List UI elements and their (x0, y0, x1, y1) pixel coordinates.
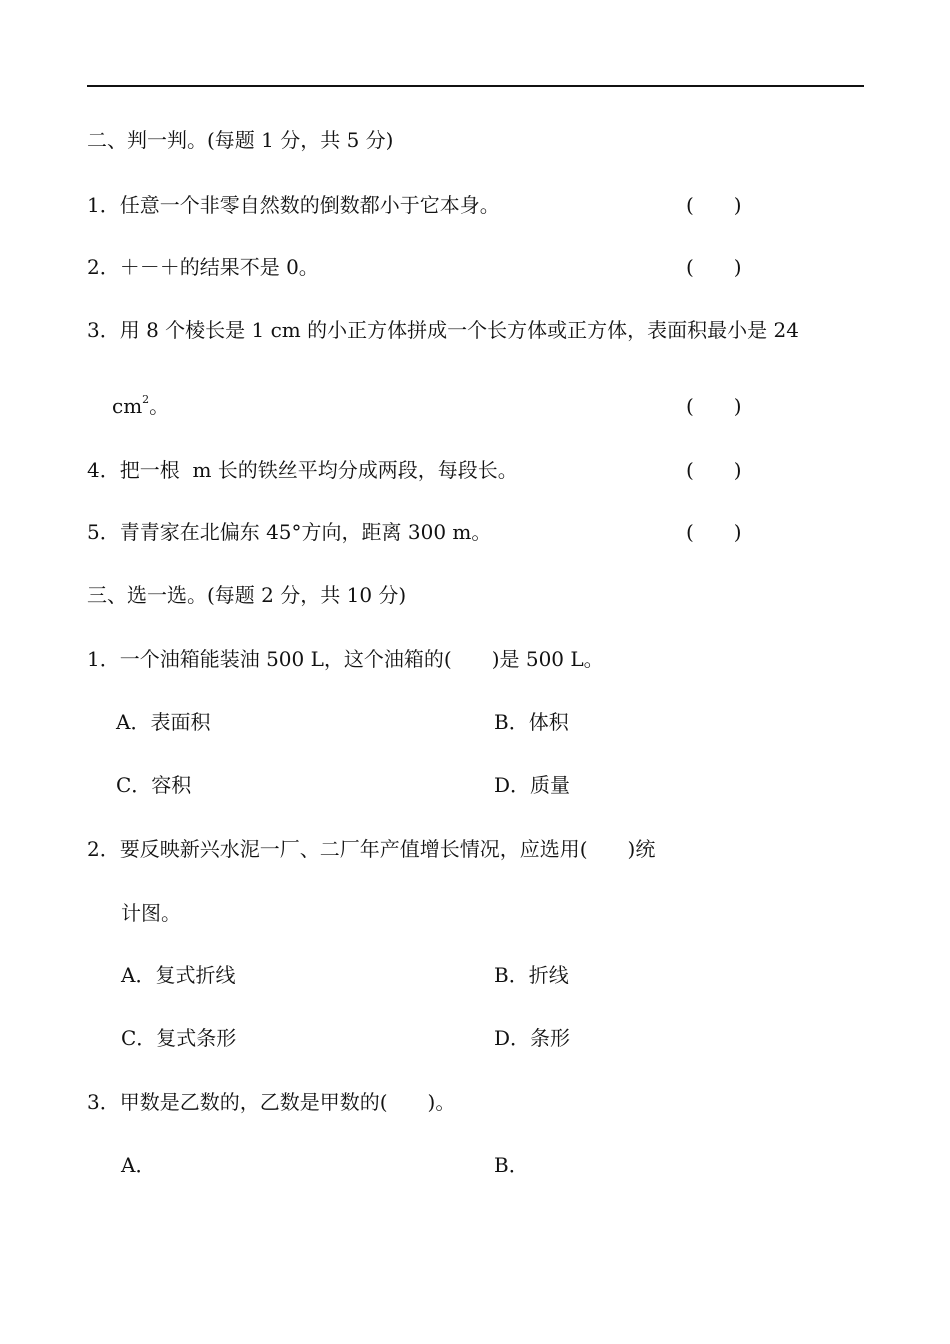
section2-heading: 二、判一判。(每题 1 分，共 5 分) (87, 128, 394, 152)
judge-item-2: 2．＋－＋的结果不是 0。 (87, 255, 319, 279)
choice-question-1: 1．一个油箱能装油 500 L，这个油箱的( )是 500 L。 (87, 647, 604, 671)
judge-item-5: 5．青青家在北偏东 45°方向，距离 300 m。 (87, 520, 492, 544)
choice-question-2: 2．要反映新兴水泥一厂、二厂年产值增长情况，应选用( )统 (87, 837, 656, 861)
choice-question-2-continuation: 计图。 (121, 901, 181, 925)
answer-blank-3: ( ) (686, 394, 742, 418)
choice-question-3: 3．甲数是乙数的，乙数是甲数的( )。 (87, 1090, 456, 1114)
answer-blank-5: ( ) (686, 520, 742, 544)
unit-exponent: 2 (142, 393, 150, 407)
answer-blank-2: ( ) (686, 255, 742, 279)
q3-option-b: B． (494, 1153, 529, 1177)
q2-option-a: A．复式折线 (121, 963, 236, 987)
answer-blank-4: ( ) (686, 458, 742, 482)
section3-heading: 三、选一选。(每题 2 分，共 10 分) (87, 583, 407, 607)
answer-blank-1: ( ) (686, 193, 742, 217)
q2-option-c: C．复式条形 (121, 1026, 237, 1050)
q1-option-a: A．表面积 (116, 710, 211, 734)
unit-cm: cm (112, 394, 143, 418)
q1-option-c: C．容积 (116, 773, 192, 797)
judge-item-3-continuation (112, 393, 170, 418)
judge-item-3: 3．用 8 个棱长是 1 cm 的小正方体拼成一个长方体或正方体，表面积最小是 24 (87, 318, 799, 342)
q2-option-b: B．折线 (494, 963, 569, 987)
judge-item-1: 1．任意一个非零自然数的倒数都小于它本身。 (87, 193, 500, 217)
q1-option-d: D．质量 (494, 773, 571, 797)
q2-option-d: D．条形 (494, 1026, 571, 1050)
q3-option-a: A． (121, 1153, 156, 1177)
q1-option-b: B．体积 (494, 710, 569, 734)
header-rule (87, 85, 864, 87)
sentence-end: 。 (149, 394, 170, 418)
judge-item-4: 4．把一根 m 长的铁丝平均分成两段，每段长。 (87, 458, 518, 482)
